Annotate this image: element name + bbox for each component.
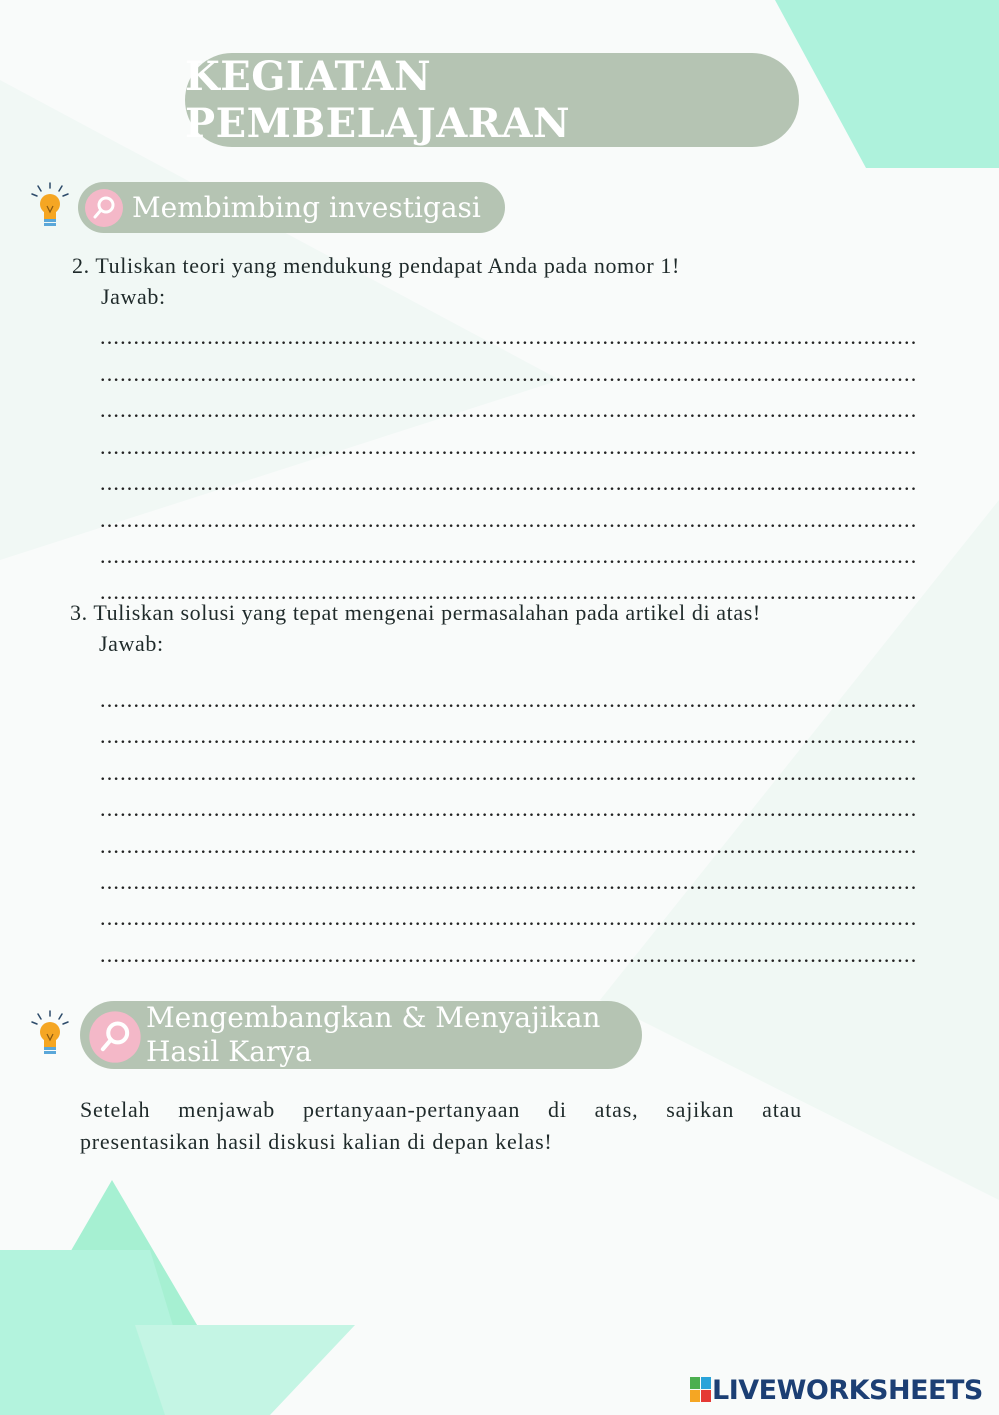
answer-label: Jawab:	[101, 284, 166, 309]
answer-line[interactable]: ..........................................................................................................................	[100, 361, 918, 386]
answer-line[interactable]: ..........................................................................................................................	[100, 507, 918, 532]
answer-line[interactable]: ..........................................................................................................................	[100, 434, 918, 459]
answer-line[interactable]: ..........................................................................................................................	[100, 796, 918, 821]
answer-line[interactable]: ..........................................................................................................................	[100, 833, 918, 858]
title-banner	[185, 53, 799, 147]
question-2	[72, 253, 680, 279]
liveworksheets-logo-icon	[690, 1377, 712, 1403]
answer-line[interactable]: ..........................................................................................................................	[100, 942, 918, 967]
answer-line[interactable]: ..........................................................................................................................	[100, 579, 918, 604]
question-number: 3.	[70, 600, 88, 625]
closing-instruction: Setelah menjawab pertanyaan-pertanyaan di atas, sajikan atau presentasikan hasil diskusi kalian di depan kelas!	[80, 1097, 802, 1154]
lightbulb-icon	[30, 1010, 70, 1060]
magnifier-icon	[88, 1010, 142, 1064]
question-text: Tuliskan teori yang mendukung pendapat Anda pada nomor 1!	[95, 253, 680, 278]
answer-line[interactable]: ..........................................................................................................................	[100, 723, 918, 748]
section-heading: Membimbing investigasi	[132, 191, 481, 224]
answer-line[interactable]: ..........................................................................................................................	[100, 470, 918, 495]
section-heading-line: Hasil Karya	[146, 1035, 312, 1068]
answer-line[interactable]: ..........................................................................................................................	[100, 687, 918, 712]
magnifier-icon	[84, 188, 124, 228]
answer-line[interactable]: ..........................................................................................................................	[100, 905, 918, 930]
question-text: Tuliskan solusi yang tepat mengenai permasalahan pada artikel di atas!	[93, 600, 761, 625]
question-number: 2.	[72, 253, 90, 278]
lightbulb-icon	[30, 182, 70, 232]
logo-text: LIVEWORKSHEETS	[712, 1374, 983, 1406]
section-heading	[146, 1001, 600, 1069]
liveworksheets-logo[interactable]	[690, 1374, 983, 1406]
answer-line[interactable]: ..........................................................................................................................	[100, 324, 918, 349]
answer-line[interactable]: ..........................................................................................................................	[100, 543, 918, 568]
section-heading-line: Mengembangkan & Menyajikan	[146, 1001, 601, 1034]
answer-line[interactable]: ..........................................................................................................................	[100, 869, 918, 894]
answer-label: Jawab:	[99, 631, 164, 656]
page-title: KEGIATAN PEMBELAJARAN	[185, 53, 571, 147]
answer-line[interactable]: ..........................................................................................................................	[100, 397, 918, 422]
answer-line[interactable]: ..........................................................................................................................	[100, 760, 918, 785]
question-3	[70, 600, 761, 626]
